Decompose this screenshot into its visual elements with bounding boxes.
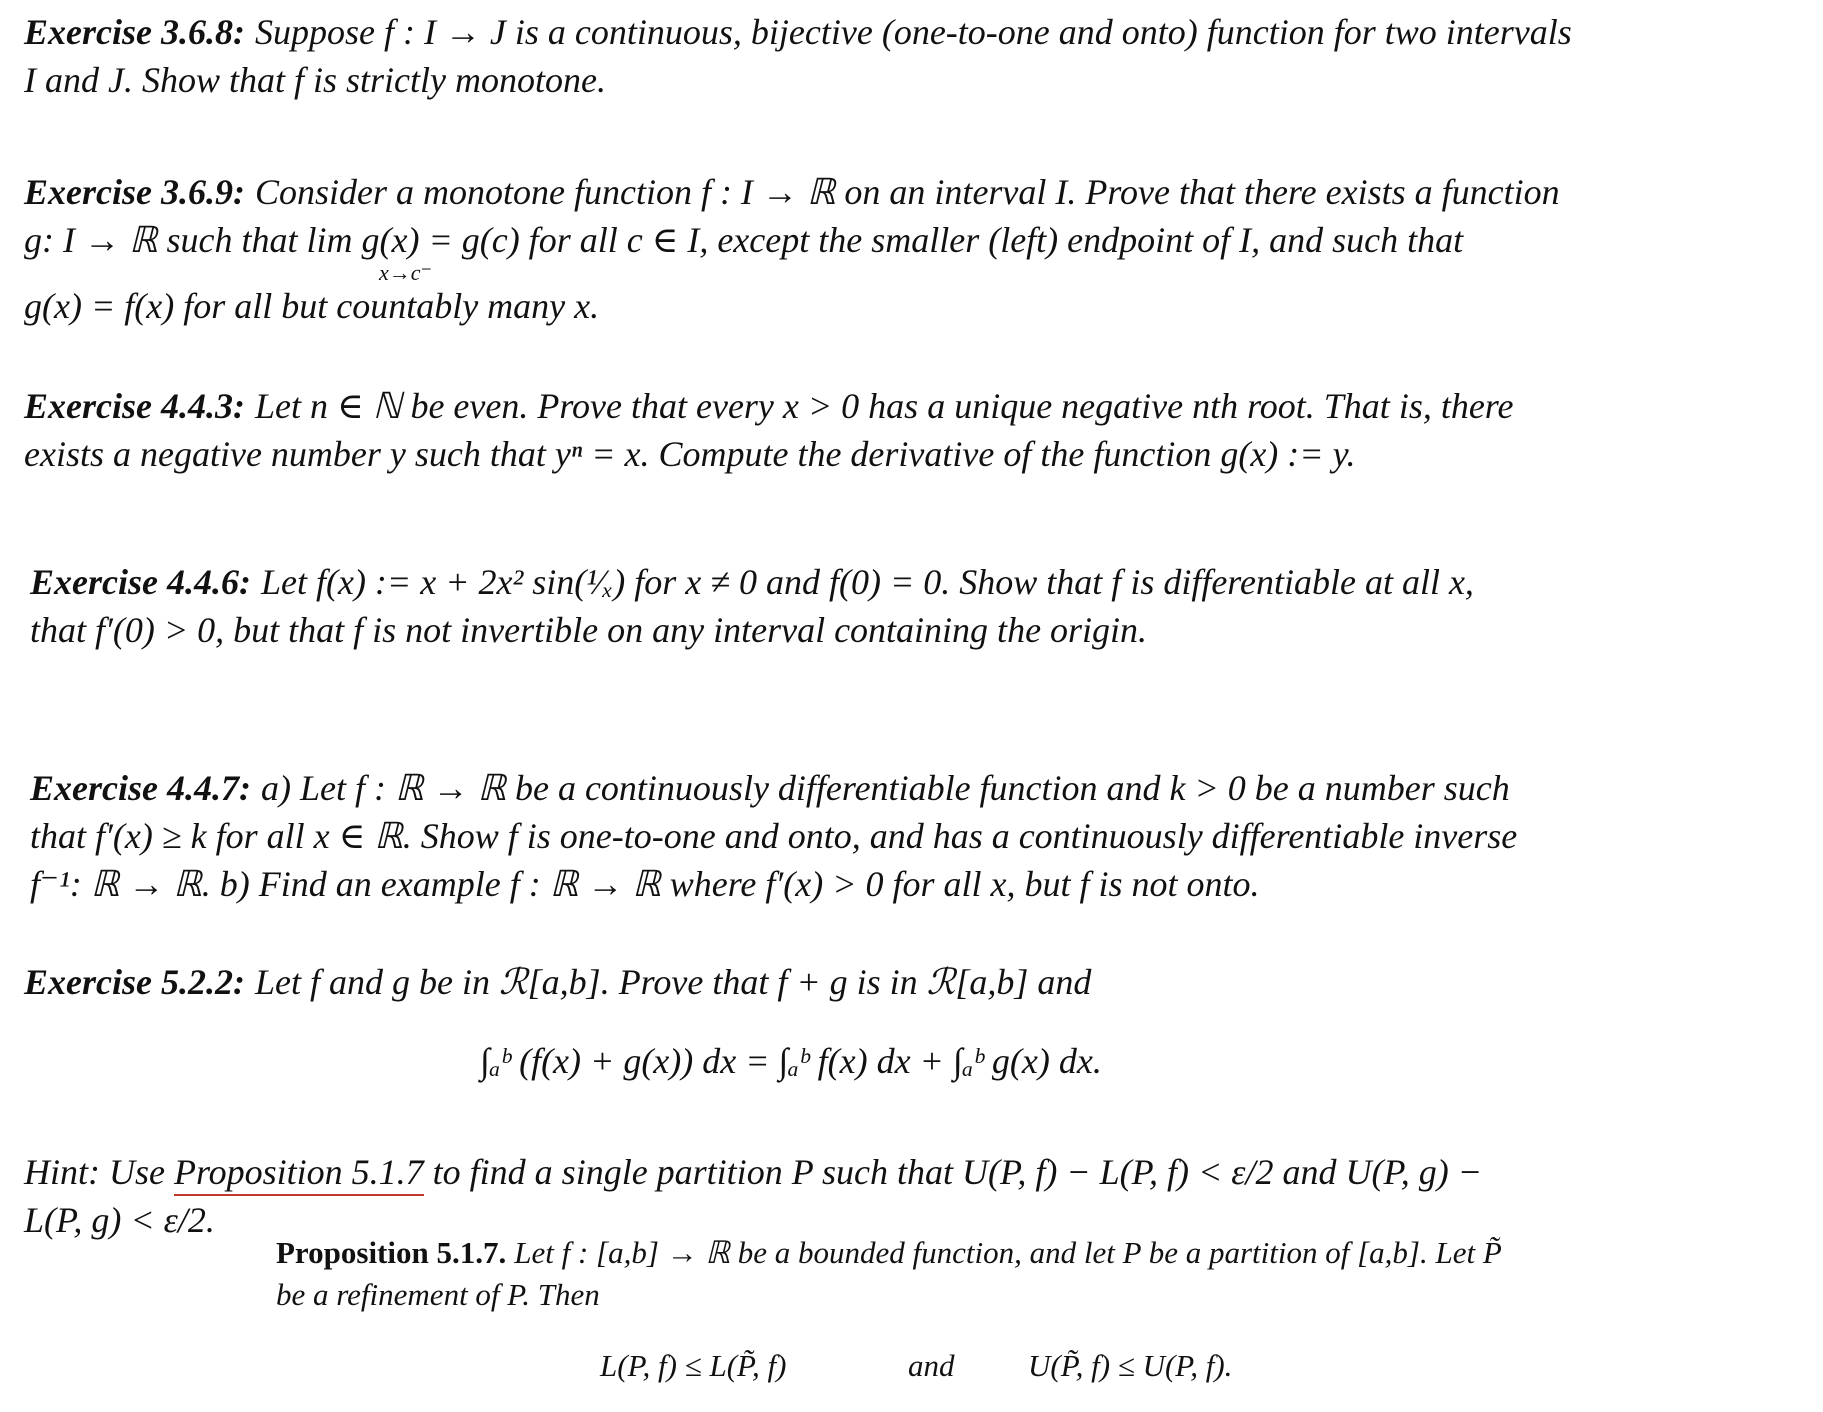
exercise-line [30,558,1720,606]
exercise-line: that f′(0) > 0, but that f is not invertible on any interval containing the origin. [30,610,1148,650]
proposition-text: Let f : [a,b] → ℝ be a bounded function, and let P be a partition of [a,b]. Let P̃ [514,1235,1502,1270]
hint-block [24,1148,1784,1244]
integral-equation: ∫ₐᵇ (f(x) + g(x)) dx = ∫ₐᵇ f(x) dx + ∫ₐᵇ g(x) dx. [480,1041,1102,1081]
exercise-label: Exercise 4.4.7: [30,768,251,808]
proposition-tooltip [276,1232,1696,1316]
exercise-line [24,958,1714,1006]
exercise-line [24,382,1714,430]
exercise-text: Consider a monotone function f : I → ℝ on an interval I. Prove that there exists a function [254,172,1560,212]
exercise-line-with-limit [24,216,1714,285]
limit-subscript: x→c⁻ [379,260,433,285]
exercise-line: exists a negative number y such that yⁿ = x. Compute the derivative of the function g(x) := y. [24,434,1356,474]
exercise-line: I and J. Show that f is strictly monotone. [24,60,606,100]
proposition-inequality-upper: U(P̃, f) ≤ U(P, f). [1028,1348,1233,1383]
exercise-4-4-6 [30,558,1720,654]
exercise-4-4-3 [24,382,1714,478]
exercise-3-6-9 [24,168,1714,330]
hint-line [24,1148,1784,1196]
exercise-3-6-8 [24,8,1714,104]
proposition-line [276,1232,1696,1274]
exercise-label: Exercise 4.4.3: [24,386,245,426]
exercise-line: f⁻¹: ℝ → ℝ. b) Find an example f : ℝ → ℝ where f′(x) > 0 for all x, but f is not onto. [30,864,1260,904]
hint-text: to find a single partition P such that U(P, f) − L(P, f) < ε/2 and U(P, g) − [423,1152,1483,1192]
proposition-label: Proposition 5.1.7. [276,1235,507,1270]
proposition-link[interactable]: Proposition 5.1.7 [174,1152,424,1196]
exercise-label: Exercise 5.2.2: [24,962,245,1002]
exercise-line [24,168,1714,216]
hint-line: L(P, g) < ε/2. [24,1200,215,1240]
exercise-5-2-2 [24,958,1714,1006]
exercise-text: a) Let f : ℝ → ℝ be a continuously differentiable function and k > 0 be a number such [260,768,1510,808]
exercise-text: g: I → ℝ such that lim g(x) = g(c) for all c ∈ I, except the smaller (left) endpoint of I, and such that [24,220,1464,260]
exercise-label: Exercise 3.6.8: [24,12,245,52]
exercise-line [24,8,1714,56]
exercise-line: that f′(x) ≥ k for all x ∈ ℝ. Show f is one-to-one and onto, and has a continuously differentiable inverse [30,816,1518,856]
exercise-text: Let f and g be in ℛ[a,b]. Prove that f + g is in ℛ[a,b] and [254,962,1092,1002]
proposition-inequality-lower: L(P, f) ≤ L(P̃, f) [600,1348,787,1383]
exercise-label: Exercise 3.6.9: [24,172,245,212]
exercise-line: g(x) = f(x) for all but countably many x. [24,286,600,326]
exercise-text: Suppose f : I → J is a continuous, bijective (one-to-one and onto) function for two intervals [254,12,1572,52]
proposition-conjunction: and [908,1348,955,1383]
hint-prefix: Hint: Use [24,1152,174,1192]
exercise-4-4-7 [30,764,1720,908]
exercise-text: Let f(x) := x + 2x² sin(¹⁄ₓ) for x ≠ 0 and f(0) = 0. Show that f is differentiable at all x, [260,562,1474,602]
exercise-line [30,764,1720,812]
exercise-text: Let n ∈ ℕ be even. Prove that every x > 0 has a unique negative nth root. That is, there [254,386,1514,426]
proposition-line: be a refinement of P. Then [276,1277,600,1312]
exercise-label: Exercise 4.4.6: [30,562,251,602]
